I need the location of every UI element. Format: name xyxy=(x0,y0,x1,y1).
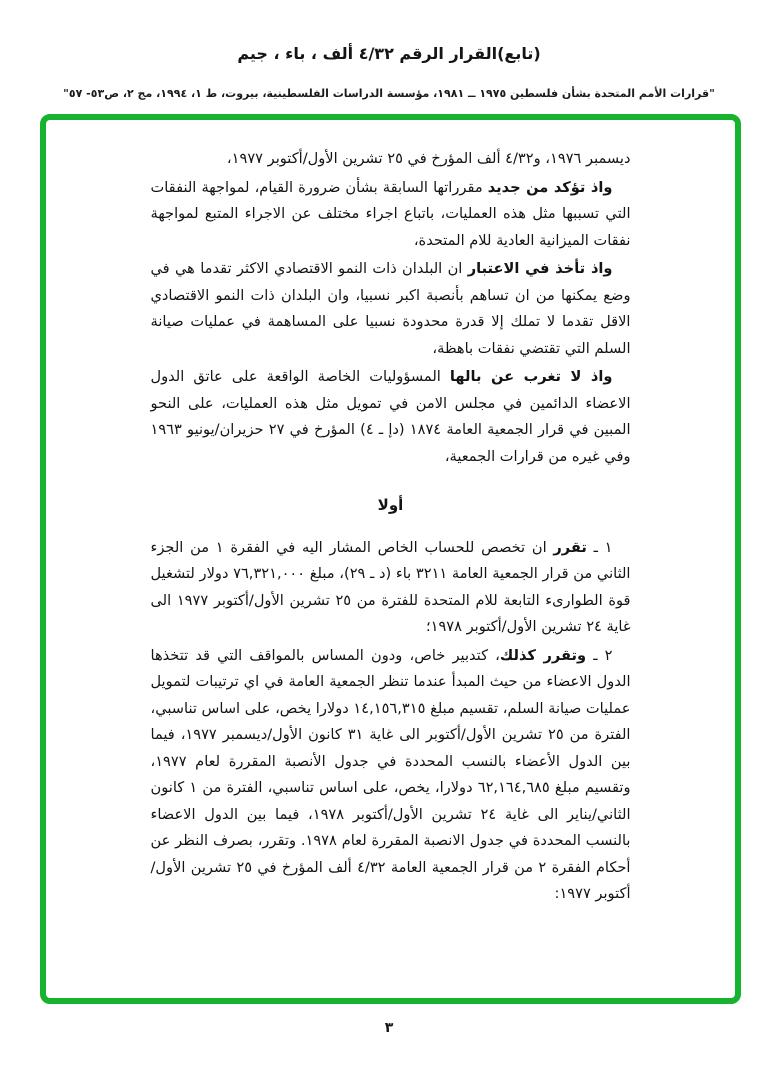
document-body xyxy=(151,146,631,908)
paragraph-lead: تقرر xyxy=(553,538,587,556)
paragraph-number: ٢ ـ xyxy=(586,646,613,664)
operative-paragraph xyxy=(151,535,631,641)
paragraph-lead: واذ تؤكد من جديد xyxy=(487,178,613,196)
paragraph-text: ديسمبر ١٩٧٦، و٤/٣٢ ألف المؤرخ في ٢٥ تشرين الأول/أكتوبر ١٩٧٧، xyxy=(226,150,631,167)
document-title: (تابع)القرار الرقم ٤/٣٢ ألف ، باء ، جيم xyxy=(237,44,541,63)
paragraph-lead: واذ تأخذ في الاعتبار xyxy=(467,260,613,277)
operative-paragraph xyxy=(151,643,631,908)
source-citation: "قرارات الأمم المتحدة بشأن فلسطين ١٩٧٥ ــ ١٩٨١، مؤسسة الدراسات الفلسطينية، بيروت، ط ١، ١٩٩٤، مج ٢، ص٥٣- ٥٧" xyxy=(63,87,715,100)
preamble-paragraph xyxy=(151,146,631,173)
paragraph-lead: وتقرر كذلك xyxy=(499,646,587,664)
paragraph-text: ، كتدبير خاص، ودون المساس بالمواقف التي قد تتخذها الدول الاعضاء من حيث المبدأ عندما تنظر الجمعية العامة في اي ترتيبات لتمويل عمليات صيانة السلم، تقسيم مبلغ ١٤,١٥٦,٣١٥ دولارا يخص، على اساس تناسبي، الفترة من ٢٥ تشرين الأول/أكتوبر الى غاية ٣١ كانون الأول/ديسمبر ١٩٧٧، فيما بين الدول الأعضاء بالنسب المحددة في جدول الأنصبة المقررة لعام ١٩٧٧، وتقسيم مبلغ ٦٢,١٦٤,٦٨٥ دولارا، يخص، على اساس تناسبي، الفترة من ١ كانون الثاني/يناير الى غاية ٢٤ تشرين الأول/أكتوبر ١٩٧٨، فيما بين الدول الاعضاء بالنسب المحددة في جدول الانصبة المقررة لعام ١٩٧٨. وتقرر، بصرف النظر عن أحكام الفقرة ٢ من قرار الجمعية العامة ٤/٣٢ ألف المؤرخ في ٢٥ تشرين الأول/أكتوبر ١٩٧٧: xyxy=(150,646,631,902)
preamble-paragraph xyxy=(151,256,631,362)
paragraph-text: المسؤوليات الخاصة الواقعة على عاتق الدول الاعضاء الدائمين في مجلس الامن في تمويل مثل هذه العمليات، على النحو المبين في قرار الجمعية العامة ١٨٧٤ (دإ ـ ٤) المؤرخ في ٢٧ حزيران/يونيو ١٩٦٣ وفي غيره من قرارات الجمعية، xyxy=(150,368,631,465)
paragraph-lead: واذ لا تغرب عن بالها xyxy=(449,368,613,385)
document-frame xyxy=(40,114,741,1004)
paragraph-text: ان تخصص للحساب الخاص المشار اليه في الفقرة ١ من الجزء الثاني من قرار الجمعية العامة ٣٢١١ باء (د ـ ٢٩)، مبلغ ٧٦,٣٢١,٠٠٠ دولار لتشغيل قوة الطوارىء التابعة للام المتحدة للفترة من ٢٥ تشرين الأول/أكتوبر ١٩٧٧ الى غاية ٢٤ تشرين الأول/أكتوبر ١٩٧٨؛ xyxy=(150,538,631,635)
paragraph-text: مقرراتها السابقة بشأن ضرورة القيام، لمواجهة النفقات التي تسببها مثل هذه العمليات، باتباع اجراء مختلف عن الاجراء المتبع لمواجهة نفقات الميزانية العادية للام المتحدة، xyxy=(150,178,631,249)
paragraph-text: ان البلدان ذات النمو الاقتصادي الاكثر تقدما هي في وضع يمكنها من ان تساهم بأنصبة اكبر نسبيا، وان البلدان ذات النمو الاقتصادي الاقل تقدما لا تملك إلا قدرة محدودة نسبيا على المساهمة في عمليات صيانة السلم التي تقتضي نفقات باهظة، xyxy=(150,260,631,357)
preamble-paragraph xyxy=(151,364,631,470)
paragraph-number: ١ ـ xyxy=(586,538,613,556)
page-number: ٣ xyxy=(384,1020,394,1036)
preamble-paragraph xyxy=(151,175,631,255)
section-heading: أولا xyxy=(377,496,404,514)
